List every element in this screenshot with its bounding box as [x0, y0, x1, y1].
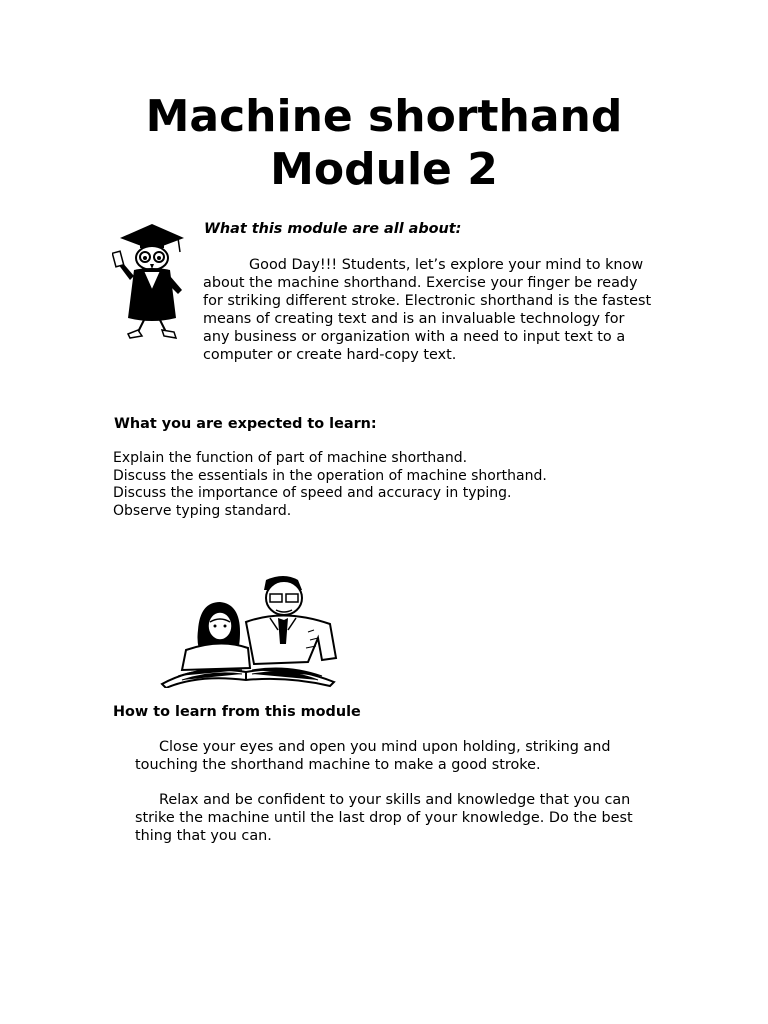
list-item: Discuss the essentials in the operation of machine shorthand.: [113, 467, 547, 484]
title-line-1: Machine shorthand: [145, 91, 623, 142]
intro-heading: What this module are all about:: [204, 221, 462, 237]
expectations-heading: What you are expected to learn:: [114, 416, 377, 432]
list-item: Explain the function of part of machine shorthand.: [113, 450, 468, 466]
title-line-2: Module 2: [270, 144, 498, 195]
graduate-owl-icon: [112, 220, 192, 342]
expectations-list: [113, 450, 673, 521]
intro-paragraph: Good Day!!! Students, let’s explore your mind to know about the machine shorthand. Exercise your finger be ready for striking different stroke. Electronic shorthand is the fastest means of creating text and is an invaluable technology for any business or organization with a need to input text to a computer or create hard-copy text.: [203, 257, 652, 363]
page-title: [0, 90, 768, 196]
list-item: Discuss the importance of speed and accuracy in typing.: [113, 485, 512, 502]
people-reading-icon: [158, 572, 338, 688]
how-to-learn-heading: How to learn from this module: [113, 704, 361, 720]
list-item: Observe typing standard.: [113, 503, 292, 520]
how-to-learn-paragraph-1: Close your eyes and open you mind upon holding, striking and touching the shorthand machine to make a good stroke.: [135, 739, 611, 773]
how-to-learn-paragraph-2: Relax and be confident to your skills and knowledge that you can strike the machine until the last drop of your knowledge. Do the best thing that you can.: [135, 792, 633, 844]
